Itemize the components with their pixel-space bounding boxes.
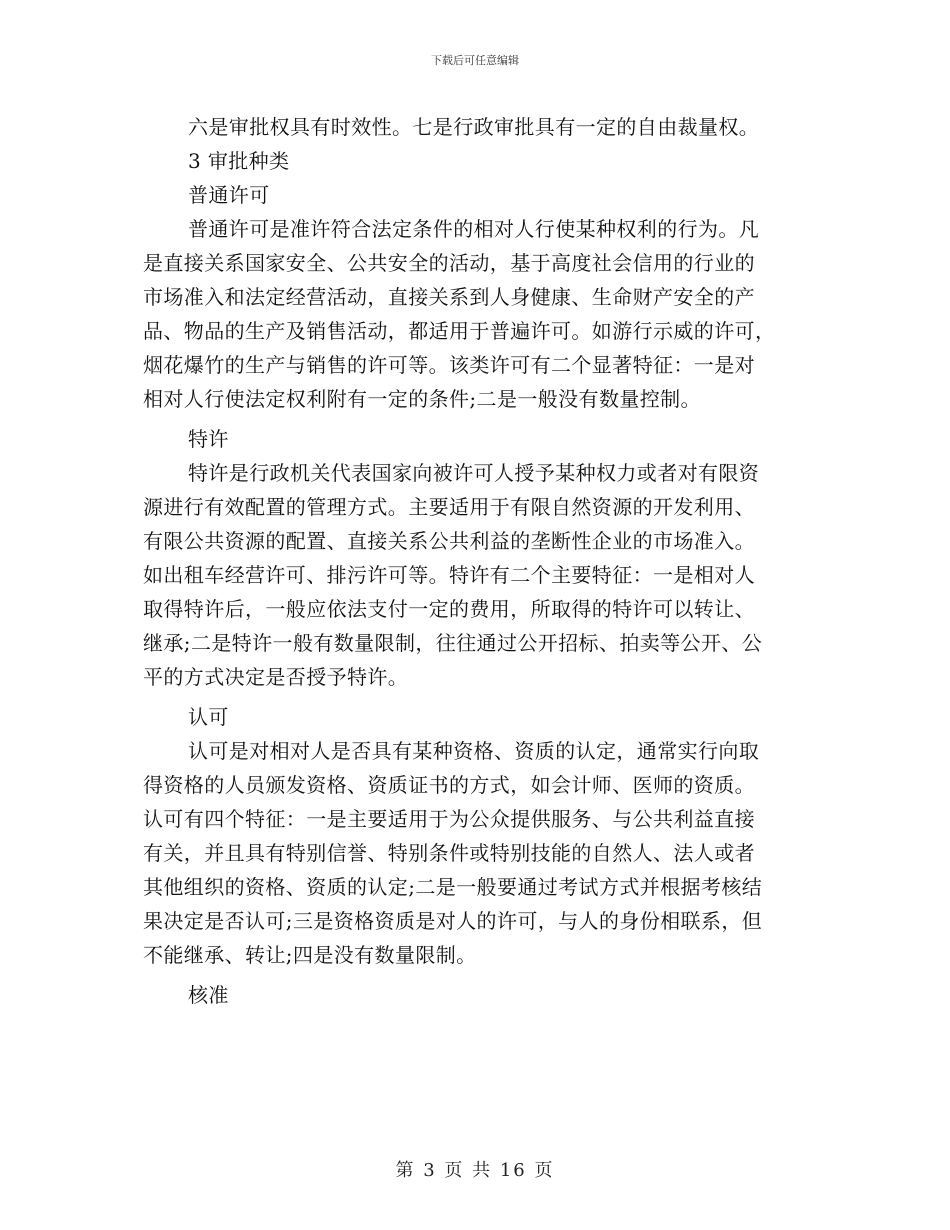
page-header: 下载后可任意编辑	[431, 54, 519, 67]
paragraph-recognition	[143, 734, 808, 972]
paragraph-general-license	[143, 212, 808, 416]
text-line: 源进行有效配置的管理方式。主要适用于有限自然资源的开发利用、	[143, 495, 755, 519]
text-line: 特许是行政机关代表国家向被许可人授予某种权力或者对有限资	[188, 461, 760, 485]
text-line: 烟花爆竹的生产与销售的许可等。该类许可有二个显著特征：一是对	[143, 353, 755, 377]
document-body	[143, 110, 808, 1012]
text-line: 相对人行使法定权利附有一定的条件;二是一般没有数量控制。	[143, 387, 701, 411]
text-line: 有关，并且具有特别信誉、特别条件或特别技能的自然人、法人或者	[143, 841, 755, 865]
subheading-recognition: 认可	[188, 705, 229, 729]
text-line: 取得特许后，一般应依法支付一定的费用，所取得的特许可以转让、	[143, 597, 755, 621]
subheading-franchise: 特许	[188, 427, 229, 451]
text-line: 得资格的人员颁发资格、资质证书的方式，如会计师、医师的资质。	[143, 773, 755, 797]
text-line: 品、物品的生产及销售活动，都适用于普遍许可。如游行示威的许可，	[143, 319, 776, 343]
subheading-general-license: 普通许可	[188, 183, 270, 207]
text-line: 普通许可是准许符合法定条件的相对人行使某种权利的行为。凡	[188, 217, 760, 241]
text-line: 其他组织的资格、资质的认定;二是一般要通过考试方式并根据考核结	[143, 875, 763, 899]
page-number-footer: 第 3 页 共 16 页	[395, 1160, 555, 1181]
text-line: 果决定是否认可;三是资格资质是对人的许可，与人的身份相联系，但	[143, 909, 763, 933]
text-line: 不能继承、转让;四是没有数量限制。	[143, 943, 477, 967]
text-line: 继承;二是特许一般有数量限制，往往通过公开招标、拍卖等公开、公	[143, 631, 763, 655]
text-line: 市场准入和法定经营活动，直接关系到人身健康、生命财产安全的产	[143, 285, 755, 309]
text-line: 六是审批权具有时效性。七是行政审批具有一定的自由裁量权。	[188, 115, 760, 139]
section-heading-types: 3 审批种类	[188, 149, 290, 173]
text-line: 是直接关系国家安全、公共安全的活动，基于高度社会信用的行业的	[143, 251, 755, 275]
paragraph-franchise	[143, 456, 808, 694]
subheading-approval: 核准	[188, 983, 229, 1007]
text-line: 如出租车经营许可、排污许可等。特许有二个主要特征：一是相对人	[143, 563, 755, 587]
text-line: 平的方式决定是否授予特许。	[143, 665, 409, 689]
text-line: 有限公共资源的配置、直接关系公共利益的垄断性企业的市场准入。	[143, 529, 755, 553]
paragraph-intro	[143, 110, 808, 144]
text-line: 认可是对相对人是否具有某种资格、资质的认定，通常实行向取	[188, 739, 760, 763]
text-line: 认可有四个特征：一是主要适用于为公众提供服务、与公共利益直接	[143, 807, 755, 831]
